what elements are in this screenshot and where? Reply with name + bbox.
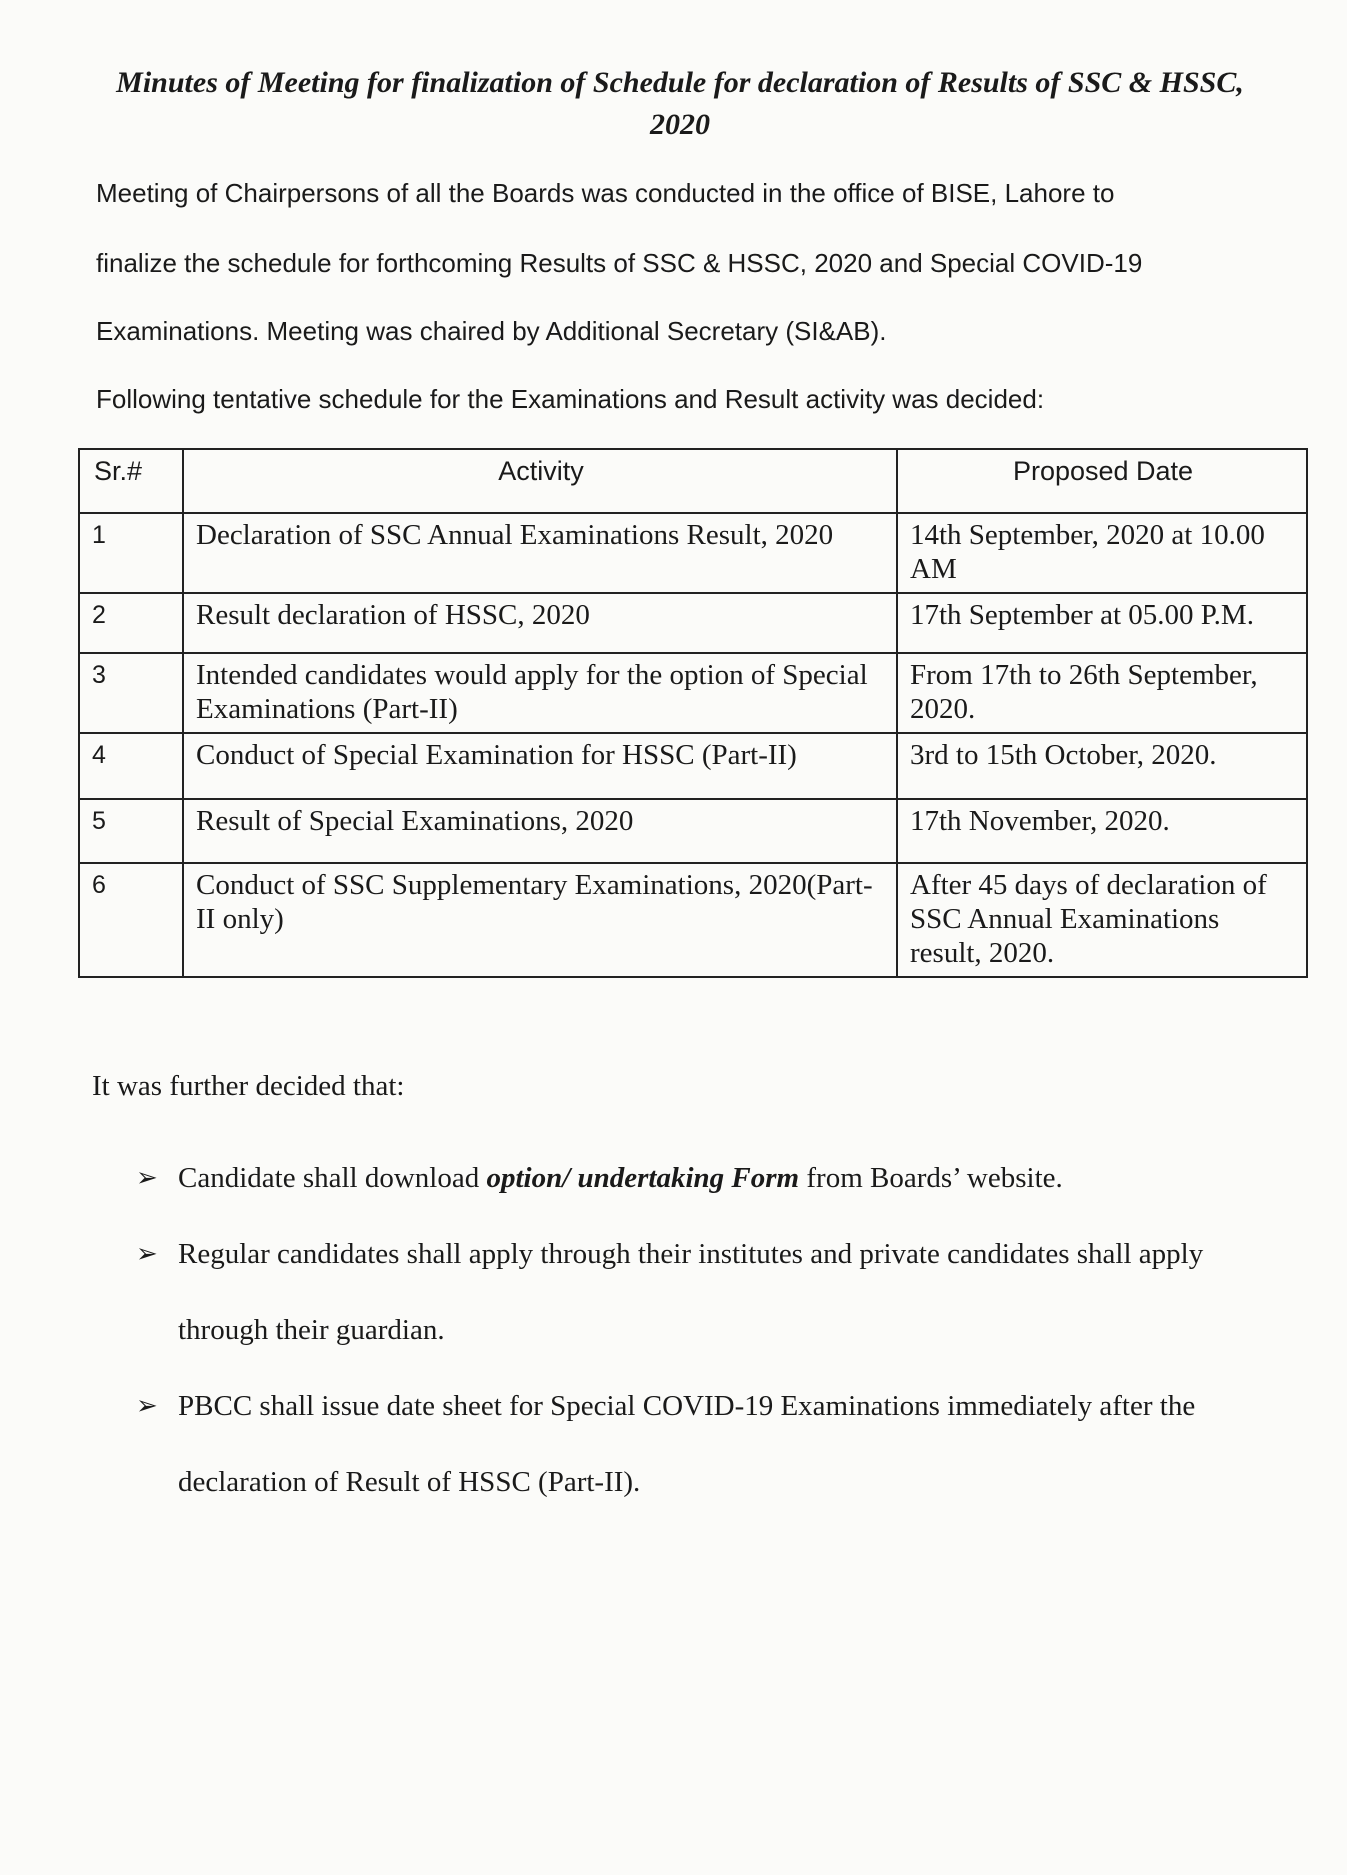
bullet-text-pre: Candidate shall download [178,1162,487,1194]
row-sr: 4 [79,733,183,799]
row-date: 17th November, 2020. [897,799,1307,863]
table-row [79,653,1307,733]
table-row [79,799,1307,863]
schedule-table [78,448,1308,978]
intro-line-4: Following tentative schedule for the Examinations and Result activity was decided: [96,384,1045,414]
bullet-text-post: from Boards’ website. [799,1162,1063,1194]
intro-line-3: Examinations. Meeting was chaired by Additional Secretary (SI&AB). [96,316,887,346]
arrow-bullet-icon: ➢ [136,1391,158,1420]
arrow-bullet-icon: ➢ [136,1163,158,1192]
bullet-text: Regular candidates shall apply through their institutes and private candidates shall apply through their guardian. [178,1238,1204,1346]
row-sr: 2 [79,593,183,653]
document-title: Minutes of Meeting for finalization of Schedule for declaration of Results of SSC & HSSC, 2020 [116,66,1244,141]
row-activity: Result declaration of HSSC, 2020 [183,593,897,653]
table-row [79,733,1307,799]
header-activity: Activity [183,449,897,513]
row-sr: 6 [79,863,183,977]
row-sr: 5 [79,799,183,863]
row-activity: Conduct of Special Examination for HSSC (Part-II) [183,733,897,799]
row-date: 14th September, 2020 at 10.00 AM [897,513,1307,593]
row-date: 17th September at 05.00 P.M. [897,593,1307,653]
bullet-text: PBCC shall issue date sheet for Special COVID-19 Examinations immediately after the declaration of Result of HSSC (Part-II). [178,1390,1196,1498]
decision-list [136,1140,1266,1520]
table-row [79,513,1307,593]
header-sr: Sr.# [79,449,183,513]
row-date: After 45 days of declaration of SSC Annual Examinations result, 2020. [897,863,1307,977]
intro-line-2: finalize the schedule for forthcoming Results of SSC & HSSC, 2020 and Special COVID-19 [96,248,1143,278]
row-date: From 17th to 26th September, 2020. [897,653,1307,733]
row-activity: Declaration of SSC Annual Examinations Result, 2020 [183,513,897,593]
row-sr: 1 [79,513,183,593]
row-date: 3rd to 15th October, 2020. [897,733,1307,799]
table-row [79,863,1307,977]
row-activity: Conduct of SSC Supplementary Examinations, 2020(Part-II only) [183,863,897,977]
row-activity: Intended candidates would apply for the option of Special Examinations (Part-II) [183,653,897,733]
intro-line-1: Meeting of Chairpersons of all the Boards was conducted in the office of BISE, Lahore to [96,178,1115,208]
table-header-row [79,449,1307,513]
row-activity: Result of Special Examinations, 2020 [183,799,897,863]
table-row [79,593,1307,653]
header-proposed-date: Proposed Date [897,449,1307,513]
arrow-bullet-icon: ➢ [136,1239,158,1268]
further-decided-heading: It was further decided that: [92,1070,405,1102]
list-item [136,1216,1266,1368]
list-item [136,1368,1266,1520]
list-item [136,1140,1266,1216]
bullet-text-emphasis: option/ undertaking Form [486,1162,800,1194]
row-sr: 3 [79,653,183,733]
